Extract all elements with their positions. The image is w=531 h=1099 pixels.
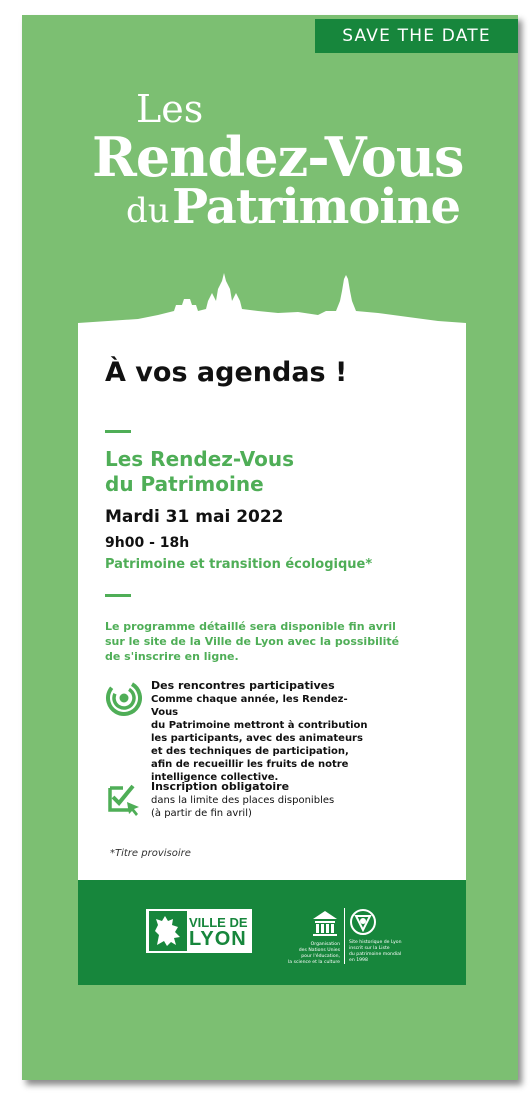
feature-participatory-line-5: afin de recueillir les fruits de notre [151,759,349,770]
lyon-lion-icon [149,911,187,951]
provisional-title-note: *Titre provisoire [110,848,191,859]
world-heritage-logo [349,908,403,964]
footer-divider [344,908,345,964]
world-heritage-emblem-icon [349,908,377,936]
unesco-line-3: pour l'éducation, [301,954,340,959]
save-the-date-banner [315,19,518,53]
feature-participatory-line-2: du Patrimoine mettront à contribution [151,720,368,731]
feature-participatory-line-1: Comme chaque année, les Rendez-Vous [151,694,348,718]
whs-line-2: inscrit sur la Liste [349,946,390,951]
feature-registration-line-1: dans la limite des places disponibles [151,795,335,806]
lyon-word-2: LYON [189,928,247,950]
title-du: du [126,191,170,231]
event-title-line-2: du Patrimoine [105,472,264,496]
whs-line-1: Site historique de Lyon [349,940,402,945]
unesco-line-1: Organisation [310,942,340,947]
feature-registration-text [151,780,371,820]
card-heading: À vos agendas ! [105,357,348,388]
unesco-logo [284,908,340,966]
event-theme: Patrimoine et transition écologique* [105,557,373,572]
event-title [105,447,445,497]
feature-participatory-line-4: et des techniques de participation, [151,746,349,757]
city-skyline-silhouette [78,271,466,331]
lyon-wordmark [189,914,248,948]
event-title-line-1: Les Rendez-Vous [105,447,295,471]
title-rendez-vous: Rendez-Vous [92,125,464,189]
feature-registration-line-2: (à partir de fin avril) [151,808,252,819]
target-circles-icon [105,679,143,717]
event-time: 9h00 - 18h [105,535,190,551]
feature-participatory-title: Des rencontres participatives [151,679,335,692]
ville-de-lyon-logo [146,909,252,953]
green-rule-bottom [105,594,131,597]
lyon-word-1: VILLE DE [189,915,248,930]
info-card [78,327,466,880]
program-line-3: de s'inscrire en ligne. [105,650,239,663]
unesco-line-4: la science et la culture [288,960,340,965]
title-patrimoine: Patrimoine [172,179,461,235]
unesco-line-2: des Nations Unies [298,948,340,953]
program-info [105,619,425,664]
feature-registration-title: Inscription obligatoire [151,780,290,793]
feature-participatory-text [151,679,371,784]
partner-footer [78,880,466,985]
event-date: Mardi 31 mai 2022 [105,507,284,527]
title-les: Les [136,87,204,131]
unesco-temple-icon [310,908,340,938]
feature-participatory-line-3: les participants, avec des animateurs [151,733,363,744]
program-line-2: sur le site de la Ville de Lyon avec la possibilité [105,635,400,648]
flyer [22,15,518,1080]
feature-participatory-line-6: intelligence collective. [151,772,279,783]
checkbox-cursor-icon [105,780,143,818]
whs-line-3: du patrimoine mondial [349,952,402,957]
save-the-date-label: SAVE THE DATE [342,26,491,46]
green-rule-top [105,430,131,433]
whs-line-4: en 1998 [349,958,368,963]
program-line-1: Le programme détaillé sera disponible fin avril [105,620,396,633]
